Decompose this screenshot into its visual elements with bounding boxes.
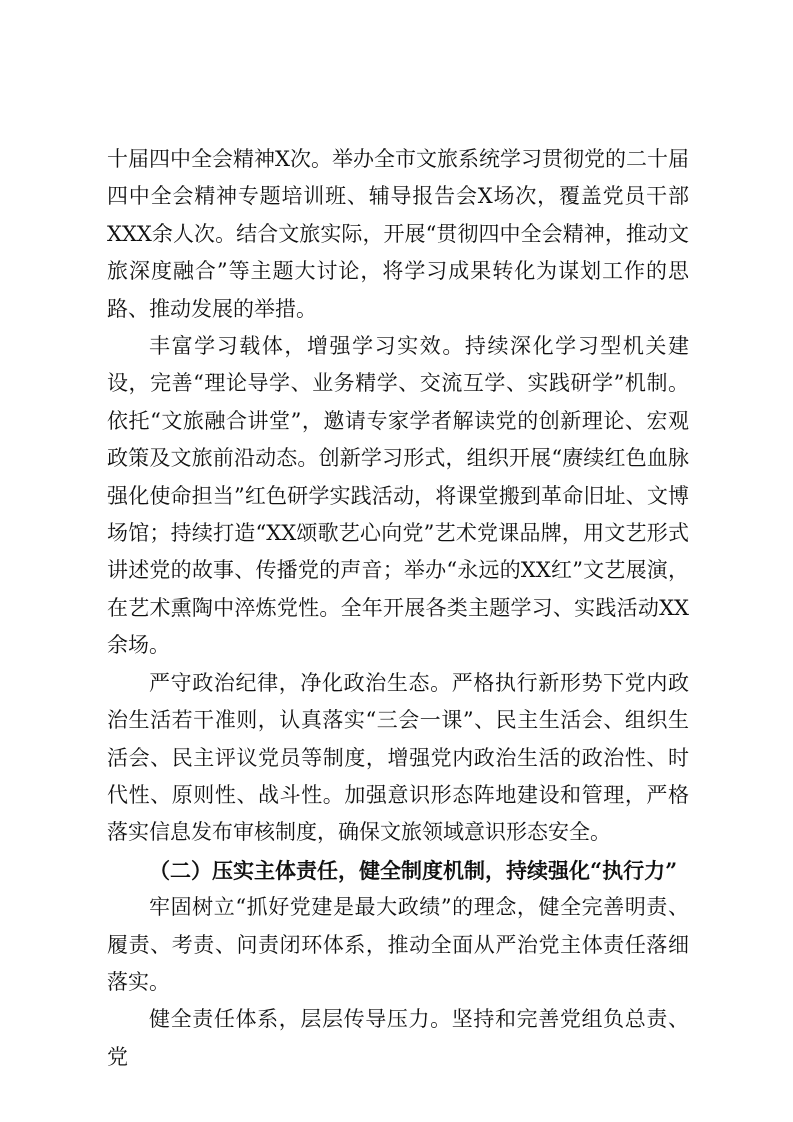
paragraph-continuation: 十届四中全会精神X次。举办全市文旅系统学习贯彻党的二十届四中全会精神专题培训班、辅导报告会X场次，覆盖党员干部XXX余人次。结合文旅实际，开展“贯彻四中全会精神，推动文旅深度融合”等主题大讨论，将学习成果转化为谋划工作的思路、推动发展的举措。: [107, 147, 689, 321]
document-body: [107, 141, 689, 1076]
section-heading: （二）压实主体责任，健全制度机制，持续强化“执行力”: [149, 857, 678, 883]
paragraph-political-discipline: 严守政治纪律，净化政治生态。严格执行新形势下党内政治生活若干准则，认真落实“三会一课”、民主生活会、组织生活会、民主评议党员等制度，增强党内政治生活的政治性、时代性、原则性、战斗性。加强意识形态阵地建设和管理，严格落实信息发布审核制度，确保文旅领域意识形态安全。: [107, 670, 689, 845]
paragraph-responsibility-system: 健全责任体系，层层传导压力。坚持和完善党组负总责、党: [107, 1007, 689, 1069]
paragraph-responsibility-concept: 牢固树立“抓好党建是最大政绩”的理念，健全完善明责、履责、考责、问责闭环体系，推动全面从严治党主体责任落细落实。: [107, 895, 689, 994]
paragraph-study-carriers: 丰富学习载体，增强学习实效。持续深化学习型机关建设，完善“理论导学、业务精学、交流互学、实践研学”机制。依托“文旅融合讲堂”，邀请专家学者解读党的创新理论、宏观政策及文旅前沿动态。创新学习形式，组织开展“赓续红色血脉强化使命担当”红色研学实践活动，将课堂搬到革命旧址、文博场馆；持续打造“XX颂歌艺心向党”艺术党课品牌，用文艺形式讲述党的故事、传播党的声音；举办“永远的XX红”文艺展演，在艺术熏陶中淬炼党性。全年开展各类主题学习、实践活动XX余场。: [107, 334, 689, 658]
